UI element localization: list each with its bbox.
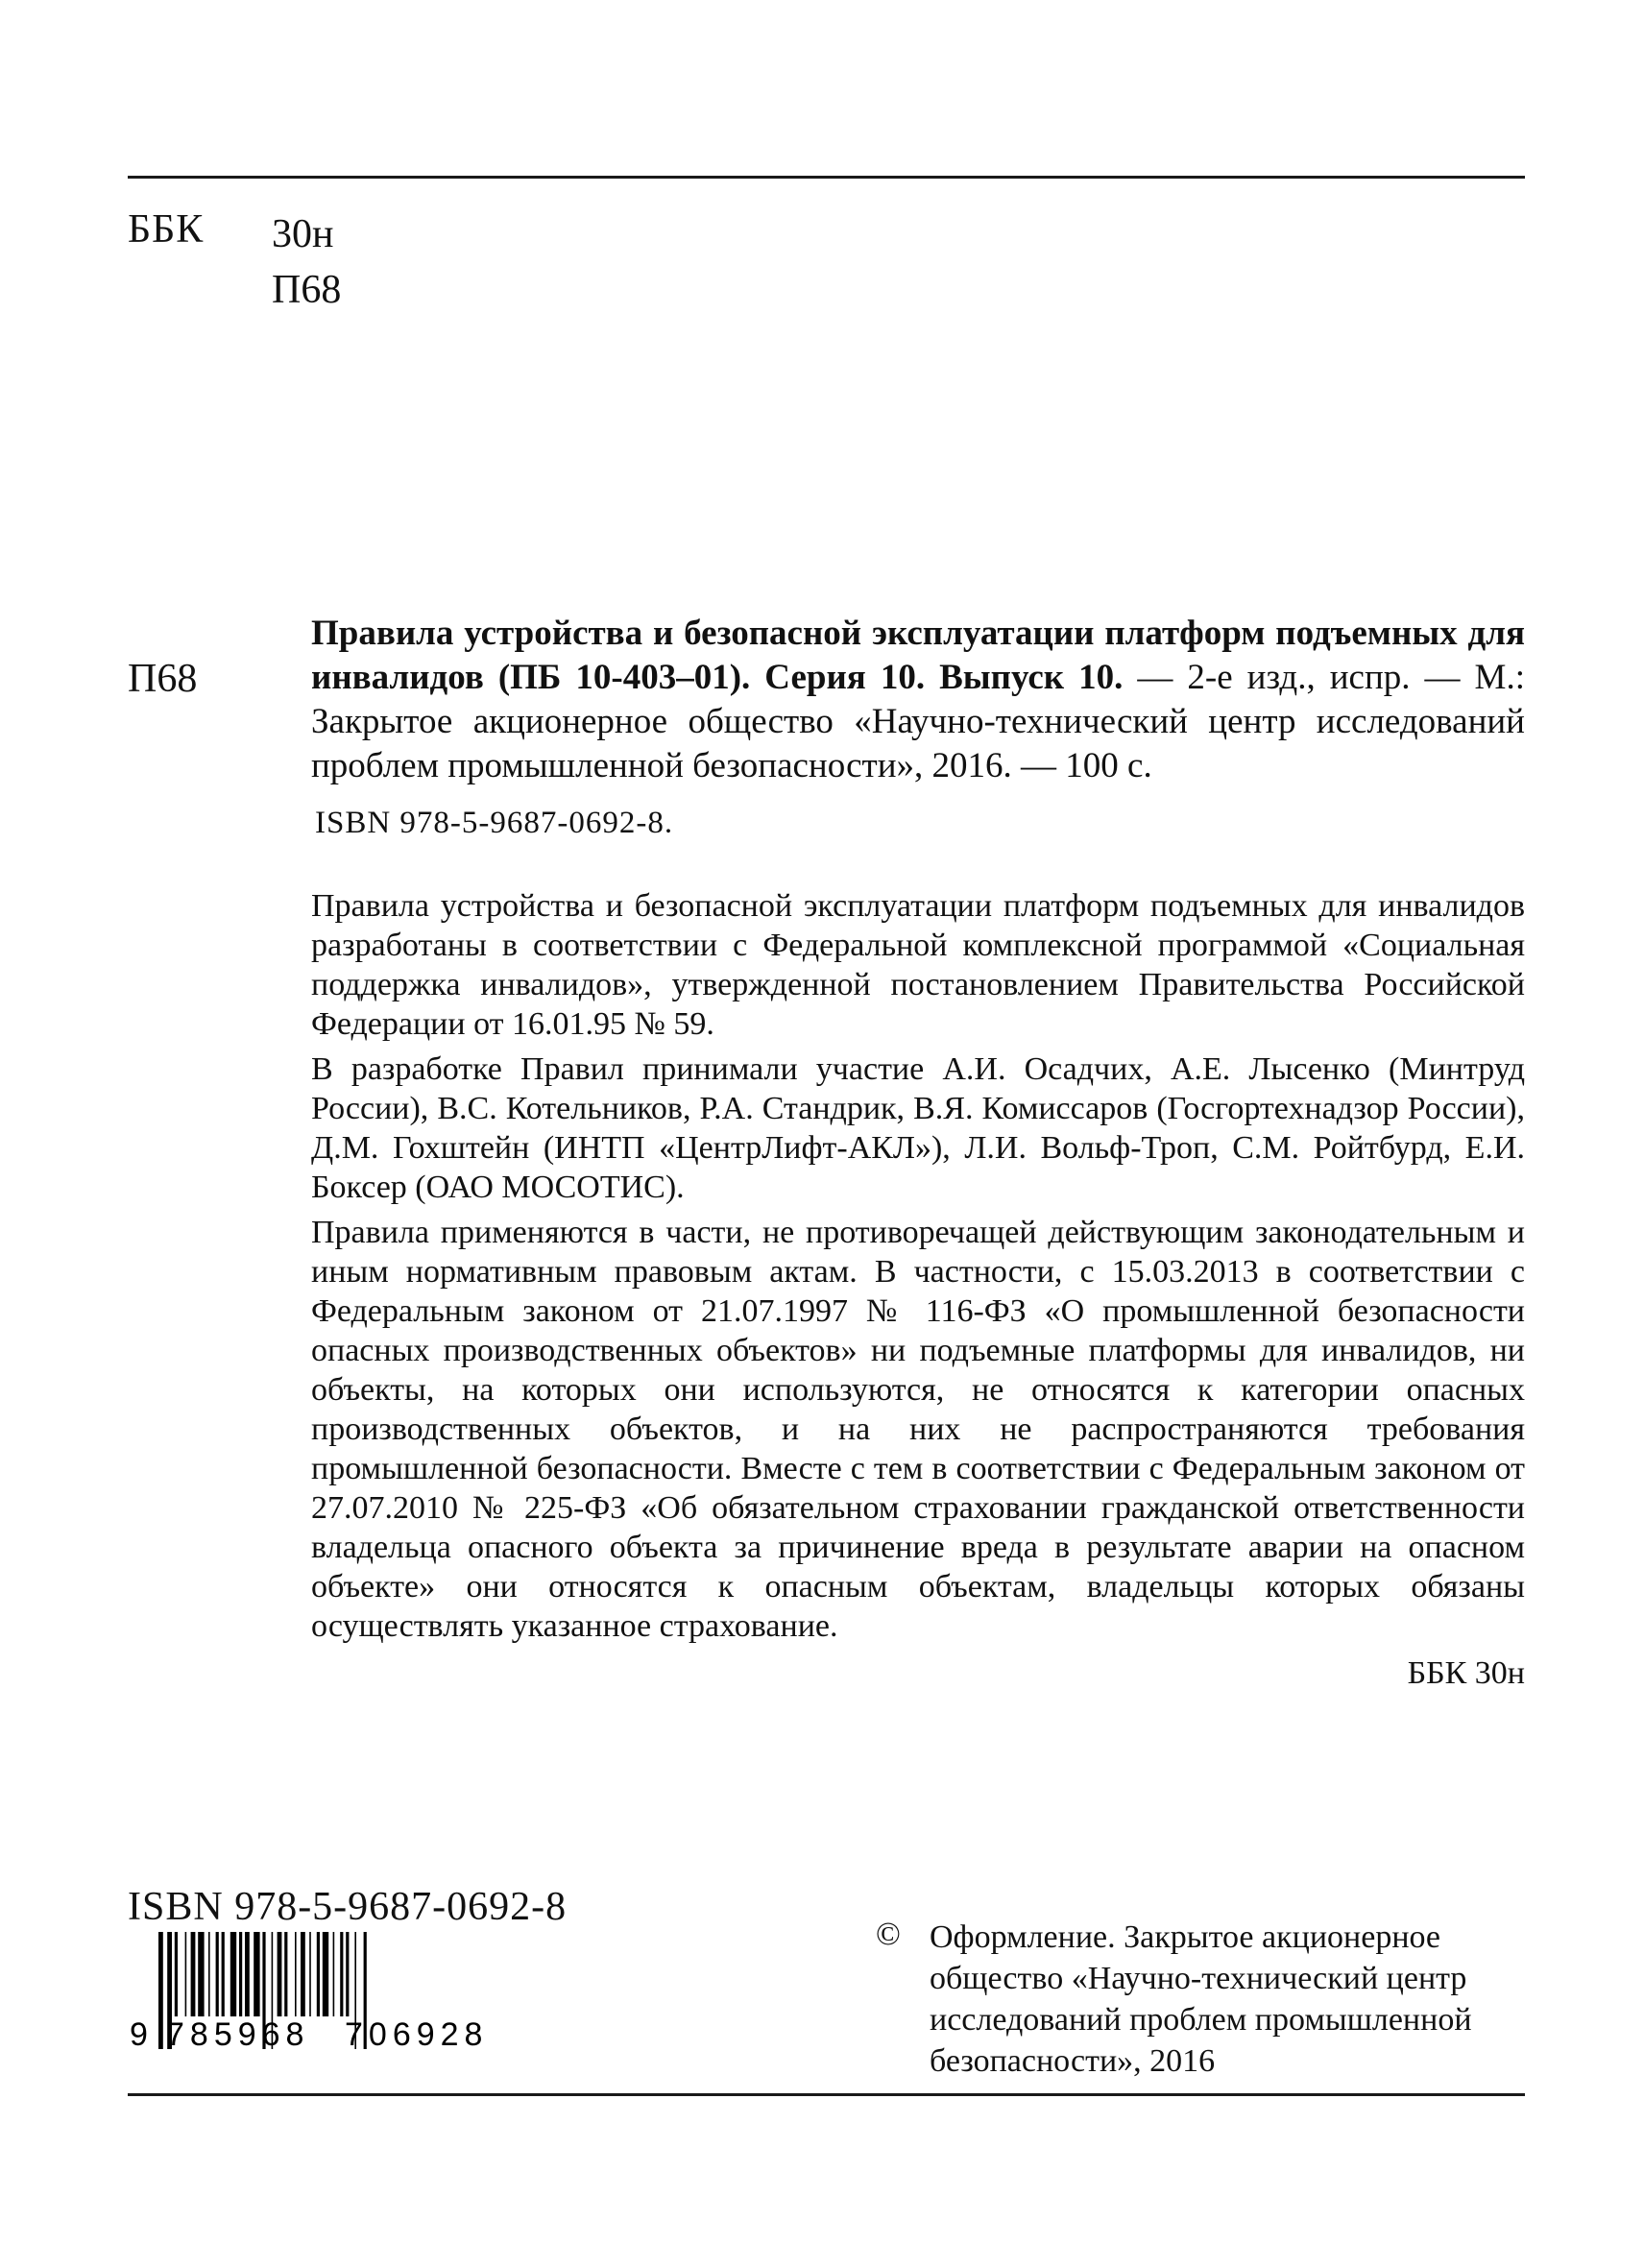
barcode-bar bbox=[208, 1932, 210, 2016]
barcode-bar bbox=[340, 1932, 343, 2016]
barcode-bar bbox=[309, 1932, 311, 2016]
bbk-footer-code: ББК 30н bbox=[1407, 1655, 1525, 1691]
barcode-bar bbox=[323, 1932, 328, 2016]
barcode-bar bbox=[175, 1932, 178, 2016]
barcode-bar bbox=[239, 1932, 242, 2016]
top-rule bbox=[128, 176, 1525, 179]
annotation-paragraph-2: В разработке Правил принимали участие А.И. Осадчих, А.Е. Лысенко (Минтруд России), В.С. Котельников, Р.А. Стандрик, В.Я. Комиссаров (Госгортехнадзор России), Д.М. Гохштейн (ИНТП «ЦентрЛифт-АКЛ»), Л.И. Вольф-Троп, С.М. Ройтбурд, Е.И. Боксер (ОАО МОСОТИС). bbox=[311, 1051, 1525, 1205]
barcode-bar bbox=[295, 1932, 297, 2016]
bottom-rule bbox=[128, 2093, 1525, 2096]
barcode-isbn-label: ISBN 978-5-9687-0692-8 bbox=[128, 1885, 568, 1929]
reference-isbn: ISBN 978-5-9687-0692-8. bbox=[315, 806, 674, 840]
barcode-bar bbox=[230, 1932, 236, 2016]
barcode-digit-first: 9 bbox=[130, 2016, 148, 2049]
barcode-bar bbox=[301, 1932, 305, 2016]
barcode-bar bbox=[191, 1932, 196, 2016]
copyright-sign: © bbox=[876, 1917, 901, 1952]
barcode-bar bbox=[284, 1932, 287, 2016]
annotation-paragraph-3: Правила применяются в части, не противоречащей действующим законодательным и иным нормативным правовым актам. В частности, с 15.03.2013 в соответствии с Федеральным законом от 21.07.1997 № 116-ФЗ «О промышленной безопасности опасных производственных объектов» ни подъемные платформы для инвалидов, ни объекты, на которых они используются, не относятся к категории опасных производственных объектов, и на них не распространяются требования промышленной безопасности. Вместе с тем в соответствии с Федеральным законом от 27.07.2010 № 225-ФЗ «Об обязательном страховании гражданской ответственности владельца опасного объекта за причинение вреда в результате аварии на опасном объекте» они относятся к опасным объектам, владельцы которых обязаны осуществлять указанное страхование. bbox=[311, 1215, 1525, 1644]
barcode-bar bbox=[198, 1932, 204, 2016]
bbk-code-primary: 30н bbox=[272, 212, 334, 256]
reference-imprint: — 2-е изд., испр. — М.: Закрытое акционерное общество «Научно-технический центр исследований проблем промышленной безопасности», 2016. — 100 с. bbox=[311, 658, 1525, 785]
barcode-bar bbox=[317, 1932, 320, 2016]
barcode-bar bbox=[254, 1932, 259, 2016]
barcode-bar bbox=[245, 1932, 250, 2016]
reference-title: Правила устройства и безопасной эксплуатации платформ подъемных для инвалидов (ПБ 10-403–01). Серия 10. Выпуск 10. bbox=[311, 614, 1525, 697]
barcode-bar bbox=[216, 1932, 219, 2016]
barcode-bar bbox=[333, 1932, 335, 2016]
barcode-digits-right: 706928 bbox=[345, 2016, 489, 2049]
main-text-block bbox=[311, 612, 1525, 1693]
isbn-barcode bbox=[128, 1932, 541, 2049]
barcode-bar bbox=[346, 1932, 349, 2016]
bbk-codes bbox=[272, 206, 341, 318]
barcode-bar bbox=[185, 1932, 187, 2016]
bbk-author-code: П68 bbox=[272, 268, 342, 312]
annotation-paragraph-1: Правила устройства и безопасной эксплуатации платформ подъемных для инвалидов разработаны в соответствии с Федеральной комплексной программой «Социальная поддержка инвалидов», утвержденной постановлением Правительства Российской Федерации от 16.01.95 № 59. bbox=[311, 888, 1525, 1042]
barcode-bar bbox=[222, 1932, 225, 2016]
copyright-text: Оформление. Закрытое акционерное общество «Научно-технический центр исследований проблем промышленной безопасности», 2016 bbox=[930, 1919, 1472, 2079]
barcode-digits-left: 785968 bbox=[166, 2016, 310, 2049]
barcode-bar bbox=[278, 1932, 282, 2016]
author-mark: П68 bbox=[128, 657, 198, 701]
barcode-bar bbox=[158, 1932, 163, 2049]
bbk-label: ББК bbox=[128, 207, 205, 252]
bibliographic-reference bbox=[311, 612, 1525, 788]
